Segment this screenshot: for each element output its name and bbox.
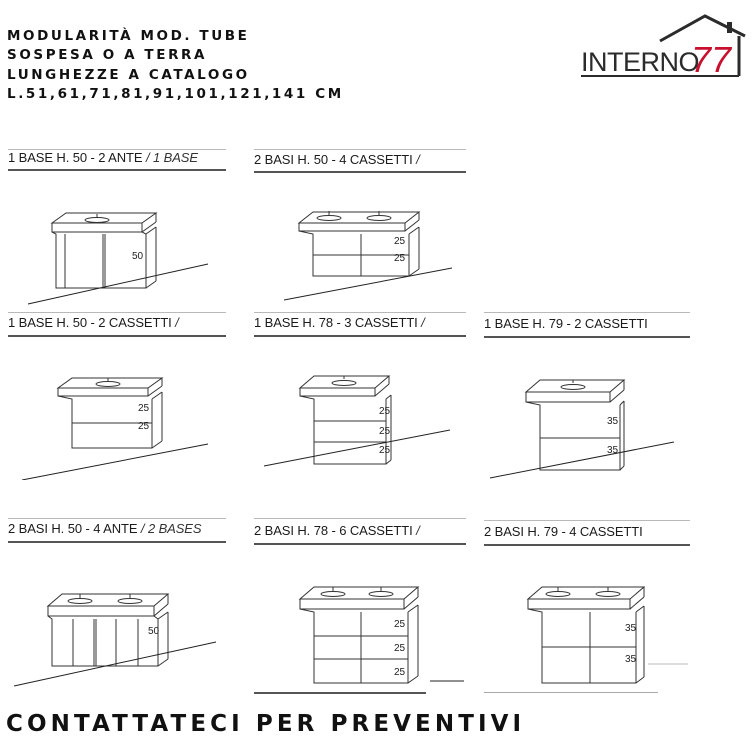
vanity-drawing [484,571,690,696]
module-1-base-2-cassetti [8,310,226,485]
size-label: 50 [132,251,144,262]
footer-cta-text: CONTATTATECI PER PREVENTIVI [6,711,526,737]
module-2-basi-6-cassetti [254,516,466,696]
size-label: 25 [379,445,391,456]
size-label: 25 [394,643,406,654]
size-label: 25 [394,619,406,630]
module-2-basi-4-ante [8,516,226,696]
interno77-logo [578,14,750,80]
header-line-1: MODULARITÀ MOD. TUBE [7,28,250,44]
size-label: 25 [379,426,391,437]
vanity-drawing [484,370,690,480]
header-text-block [7,27,344,104]
module-1-base-3-cassetti [254,310,466,485]
size-label: 25 [138,421,150,432]
size-label: 25 [394,667,406,678]
vanity-drawing [8,196,226,311]
module-title: 2 BASI H. 78 - 6 CASSETTI / [254,523,420,538]
module-1-base-2-ante [8,146,226,306]
module-1-base-2-cassetti-h79 [484,310,690,485]
module-2-basi-4-cassetti [254,146,466,306]
svg-text:77: 77 [691,39,732,80]
size-label: 35 [625,623,637,634]
header-line-3: LUNGHEZZE A CATALOGO [7,66,250,83]
module-title: 1 BASE H. 79 - 2 CASSETTI [484,316,648,331]
size-label: 50 [148,626,160,637]
vanity-drawing [254,196,466,306]
logo-roof-icon [660,16,745,41]
module-title: 2 BASI H. 50 - 4 ANTE / 2 BASES [8,521,202,536]
module-title: 1 BASE H. 50 - 2 ANTE / 1 BASE [8,150,198,165]
module-title: 1 BASE H. 50 - 2 CASSETTI / [8,315,179,330]
size-label: 25 [138,403,150,414]
vanity-drawing [254,370,466,480]
module-title: 2 BASI H. 50 - 4 CASSETTI / [254,152,420,167]
size-label: 35 [625,654,637,665]
vanity-drawing [8,576,226,696]
size-label: 35 [607,445,619,456]
vanity-drawing [254,571,466,696]
module-title: 2 BASI H. 79 - 4 CASSETTI [484,524,643,539]
vanity-drawing [8,370,226,480]
header-line-4: L.51,61,71,81,91,101,121,141 CM [7,85,344,102]
module-title: 1 BASE H. 78 - 3 CASSETTI / [254,315,425,330]
module-2-basi-4-cassetti-h79 [484,516,690,696]
header-line-2: SOSPESA O A TERRA [7,47,208,64]
size-label: 25 [394,253,406,264]
size-label: 25 [394,236,406,247]
svg-text:INTERNO: INTERNO [581,47,699,77]
size-label: 25 [379,406,391,417]
size-label: 35 [607,416,619,427]
